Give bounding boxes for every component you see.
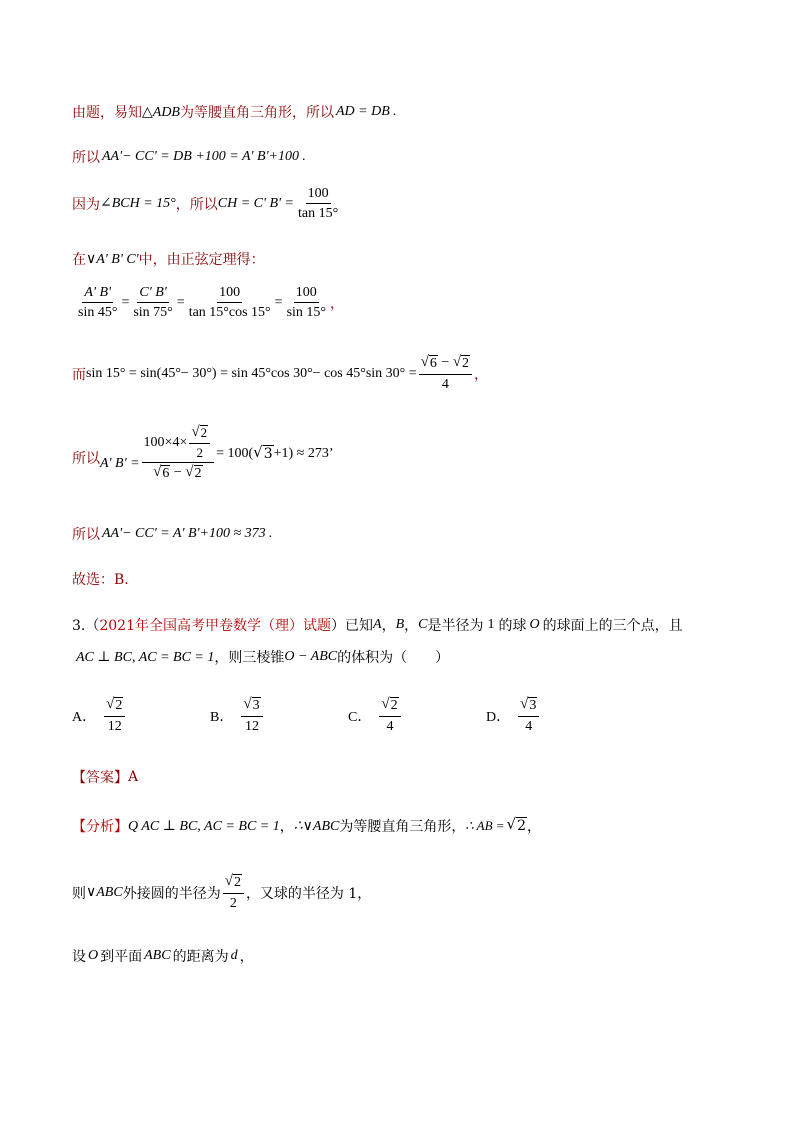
denominator: tan 15°: [298, 206, 339, 222]
sqrt: √ 3: [243, 696, 260, 713]
text: ）已知: [331, 618, 373, 634]
math: B: [395, 617, 405, 632]
text: 为等腰直角三角形，: [339, 819, 466, 835]
denominator: 4: [441, 377, 449, 393]
question-3-line-2: [76, 647, 449, 667]
sqrt: √ 2: [191, 424, 208, 440]
question-source: 2021年全国高考甲卷数学（理）试题: [99, 618, 331, 634]
solution-conclusion: [72, 569, 129, 589]
text: ，则三棱锥: [214, 650, 285, 666]
math: O: [88, 948, 99, 963]
radicand: 2: [462, 356, 470, 371]
text: ，: [474, 366, 489, 383]
sqrt: √ 6: [420, 354, 437, 371]
text: 在: [72, 252, 86, 268]
denominator: 12: [107, 719, 122, 735]
text: ，: [527, 819, 542, 835]
math: △ADB: [142, 104, 180, 120]
solution-line-7: [72, 425, 334, 482]
denominator: [151, 463, 204, 482]
text: 的距离为: [172, 949, 229, 965]
text: 由题，易知: [72, 105, 142, 121]
answer-value: A: [128, 769, 139, 785]
math: O: [529, 617, 540, 632]
text: 则: [72, 885, 86, 902]
numerator: A' B': [82, 285, 113, 303]
text: .: [302, 149, 306, 164]
text: 是半径为: [427, 618, 484, 634]
text: ，又球的半径为 1，: [245, 885, 372, 902]
denominator: 4: [525, 719, 533, 735]
text: 因为: [72, 196, 100, 213]
sqrt: √ 3: [520, 696, 537, 713]
fraction: [285, 285, 328, 321]
denominator: sin 75°: [133, 305, 173, 321]
sqrt: √ 2: [506, 815, 527, 835]
radicand: 2: [194, 466, 202, 482]
equals-sign: =: [176, 294, 185, 310]
radicand: 2: [517, 818, 527, 835]
text: .: [392, 104, 397, 119]
text: 所以: [72, 527, 100, 543]
answer-line: [72, 767, 138, 787]
radicand: 2: [115, 698, 123, 713]
text: 的球面上的三个点，且: [542, 618, 683, 634]
question-number: 3.（: [72, 618, 100, 634]
text: 外接圆的半径为: [122, 885, 221, 902]
fraction: [189, 425, 210, 460]
solution-line-3: [72, 186, 342, 222]
numerator: [189, 425, 210, 444]
numerator: 100: [306, 186, 331, 204]
fraction: [131, 285, 174, 321]
fraction: [187, 285, 273, 321]
text: .: [268, 526, 273, 541]
radicand: 6: [162, 466, 170, 482]
math: A' B' =: [100, 455, 140, 471]
text: 所以: [72, 450, 100, 467]
fraction: [241, 697, 262, 734]
math: = 100(: [216, 445, 254, 461]
numerator: C' B': [137, 285, 168, 303]
math: ∠BCH = 15°: [100, 196, 176, 212]
radicand: 3: [252, 698, 260, 713]
math: Q AC ⊥ BC, AC = BC = 1: [128, 818, 280, 834]
fraction: [518, 697, 539, 734]
analysis-tag: 【分析】: [72, 819, 128, 835]
circumradius-line: [72, 874, 371, 911]
distance-line: [72, 946, 254, 966]
denominator: 2: [196, 444, 203, 460]
denominator: 4: [386, 719, 394, 735]
math: sin 15° = sin(45°− 30°) = sin 45°cos 30°− cos 45°sin 30° =: [86, 365, 417, 381]
solution-line-8: [72, 524, 272, 544]
option-c[interactable]: [348, 697, 403, 734]
radicand: 6: [429, 356, 437, 371]
sqrt: √ 6: [153, 464, 170, 482]
numerator: 100: [217, 285, 242, 303]
fraction: [296, 186, 340, 222]
fraction: [142, 425, 215, 482]
math: ∨A' B' C': [86, 251, 139, 267]
question-3-line-1: [72, 615, 683, 635]
option-d[interactable]: [486, 697, 541, 734]
fraction: [76, 285, 119, 321]
text: 为等腰直角三角形，所以: [179, 105, 334, 121]
minus-sign: −: [173, 465, 182, 481]
math: A: [373, 617, 382, 632]
denominator: 12: [244, 719, 259, 735]
denominator: sin 45°: [78, 305, 118, 321]
math: ABC: [144, 948, 171, 963]
analysis-line: [72, 816, 541, 836]
math: ∨ABC: [86, 885, 123, 901]
sqrt: √ 2: [106, 696, 123, 713]
text: 而: [72, 366, 86, 383]
math: ∴ AB =: [465, 818, 505, 833]
solution-line-2: [72, 147, 306, 167]
solution-line-5: [74, 285, 344, 321]
text: ，所以: [175, 196, 218, 213]
text: 设: [72, 949, 86, 965]
text: 中，由正弦定理得：: [138, 252, 265, 268]
option-b[interactable]: [210, 697, 265, 734]
math: CH = C' B' =: [217, 195, 295, 211]
denominator: tan 15°cos 15°: [188, 305, 271, 321]
math: AA'− CC' = A' B'+100 ≈ 373: [102, 526, 266, 541]
option-label: B．: [210, 709, 234, 725]
text: 的体积为（ ）: [337, 650, 450, 666]
text: 到平面: [100, 949, 143, 965]
math: AA'− CC' = DB +100 = A' B'+100: [102, 149, 300, 164]
math: +1) ≈ 273: [273, 445, 329, 461]
text: ’: [328, 445, 334, 461]
equals-sign: =: [121, 294, 130, 310]
math: C: [418, 617, 428, 632]
option-label: D．: [486, 709, 511, 725]
math: O − ABC: [284, 649, 338, 664]
radicand: 3: [529, 698, 537, 713]
math: AC ⊥ BC, AC = BC = 1: [76, 649, 215, 665]
solution-line-1: [72, 102, 396, 122]
text: ，: [239, 949, 254, 965]
text: ，: [279, 819, 294, 835]
radicand: 2: [233, 875, 241, 890]
fraction: [419, 355, 472, 392]
math: AD = DB: [335, 104, 390, 119]
numerator: 100: [294, 285, 319, 303]
numerator: [142, 425, 215, 463]
text: 所以: [72, 150, 100, 166]
fraction: [104, 697, 125, 734]
radicand: 2: [390, 698, 398, 713]
sqrt: √ 2: [185, 464, 202, 482]
math: 1: [487, 617, 495, 632]
math: ∴∨ABC: [293, 818, 340, 834]
option-a[interactable]: [72, 697, 127, 734]
option-label: A．: [72, 709, 97, 725]
text: ，: [381, 618, 396, 634]
solution-line-6: [72, 355, 488, 392]
option-label: C．: [348, 709, 372, 725]
text: 故选：B.: [72, 572, 129, 588]
text: 的球: [498, 618, 527, 634]
sqrt: √ 2: [224, 873, 241, 890]
solution-line-4: [72, 249, 265, 269]
fraction: [379, 697, 400, 734]
radicand: 3: [263, 446, 273, 463]
sqrt: √ 3: [253, 443, 273, 463]
sqrt: √ 2: [381, 696, 398, 713]
text: ，: [404, 618, 419, 634]
answer-tag: 【答案】: [72, 770, 128, 786]
minus-sign: −: [441, 355, 450, 370]
text: ，: [330, 295, 344, 312]
numerator-part: 100×4×: [143, 434, 188, 450]
fraction: [223, 874, 244, 911]
denominator: 2: [229, 896, 237, 912]
radicand: 2: [200, 425, 208, 440]
math: d: [230, 948, 238, 963]
sqrt: √ 2: [452, 354, 470, 371]
equals-sign: =: [274, 294, 283, 310]
denominator: sin 15°: [286, 305, 326, 321]
numerator: [419, 355, 472, 375]
